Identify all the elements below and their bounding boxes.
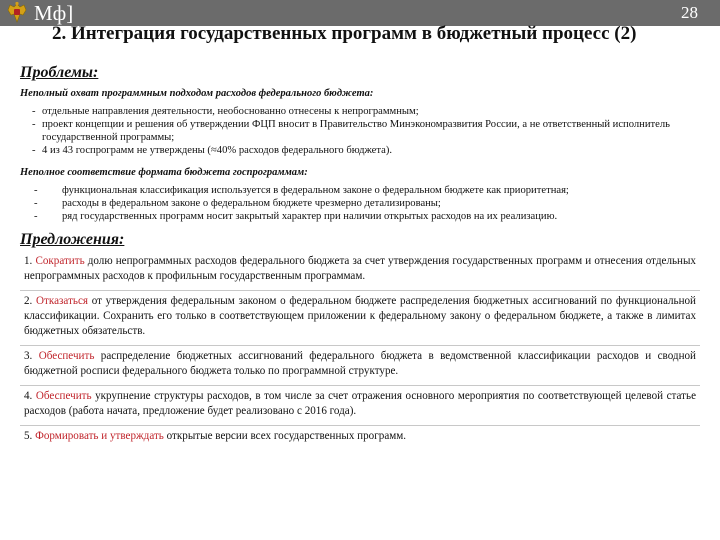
proposal-number: 3. xyxy=(24,350,33,362)
page-number: 28 xyxy=(681,3,698,22)
proposal-item xyxy=(20,386,700,426)
list-item: - функциональная классификация используется в федеральном законе о федеральном бюджете как приоритетная; xyxy=(20,184,700,197)
proposal-number: 5. xyxy=(24,430,33,442)
proposal-verb: Обеспечить xyxy=(35,390,92,402)
proposal-number: 1. xyxy=(24,255,33,267)
problems-list-2 xyxy=(20,184,700,223)
proposals-list xyxy=(20,251,700,450)
problems-list-1 xyxy=(20,105,700,157)
logo-text: Мф] xyxy=(34,1,74,25)
proposal-verb: Сократить xyxy=(35,255,85,267)
coat-of-arms-icon xyxy=(4,1,30,25)
proposal-item xyxy=(20,291,700,346)
proposal-item xyxy=(20,426,700,450)
list-item: - отдельные направления деятельности, необоснованно отнесены к непрограммным; xyxy=(20,105,700,118)
proposal-text: укрупнение структуры расходов, в том числе за счет отражения основного мероприятия по соответствующей целевой статье расходов (работа начата, предложение будет реализовано с 2016 года). xyxy=(24,390,696,417)
proposals-heading: Предложения: xyxy=(20,231,125,248)
page-title: 2. Интеграция государственных программ в бюджетный процесс (2) xyxy=(52,23,637,44)
proposal-item xyxy=(20,346,700,386)
problems-heading: Проблемы: xyxy=(20,64,99,81)
proposal-verb: Обеспечить xyxy=(38,350,95,362)
problems-subheading-2: Неполное соответствие формата бюджета госпрограммам: xyxy=(20,167,308,178)
proposal-text: открытые версии всех государственных программ. xyxy=(163,430,407,442)
list-item: - расходы в федеральном законе о федеральном бюджете чрезмерно детализированы; xyxy=(20,197,700,210)
proposal-number: 2. xyxy=(24,295,33,307)
proposal-number: 4. xyxy=(24,390,33,402)
proposal-text: долю непрограммных расходов федерального бюджета за счет утверждения государственных программ и отнесения отдельных непрограммных расходов к профильным государственным программам. xyxy=(24,255,696,282)
list-item: - 4 из 43 госпрограмм не утверждены (≈40% расходов федерального бюджета). xyxy=(20,144,700,157)
list-item: - проект концепции и решения об утверждении ФЦП вносит в Правительство Минэкономразвития России, а не ответственный исполнитель государственной программы; xyxy=(20,118,700,144)
problems-subheading-1: Неполный охват программным подходом расходов федерального бюджета: xyxy=(20,88,374,99)
proposal-verb: Формировать и утверждать xyxy=(35,430,164,442)
proposal-verb: Отказаться xyxy=(36,295,89,307)
slide-content xyxy=(20,64,700,450)
list-item: - ряд государственных программ носит закрытый характер при наличии открытых расходов на их реализацию. xyxy=(20,210,700,223)
proposal-text: от утверждения федеральным законом о федеральном бюджете распределения бюджетных ассигнований по функциональной классификации. Сохранить его только в соответствующем приложении к федеральному закону о федеральном бюджете, а также в лимитах бюджетных обязательств. xyxy=(24,295,696,337)
proposal-item xyxy=(20,251,700,291)
proposal-text: распределение бюджетных ассигнований федерального бюджета в ведомственной классификации расходов и сводной бюджетной росписи федерального бюджета только по программной структуре. xyxy=(24,350,696,377)
